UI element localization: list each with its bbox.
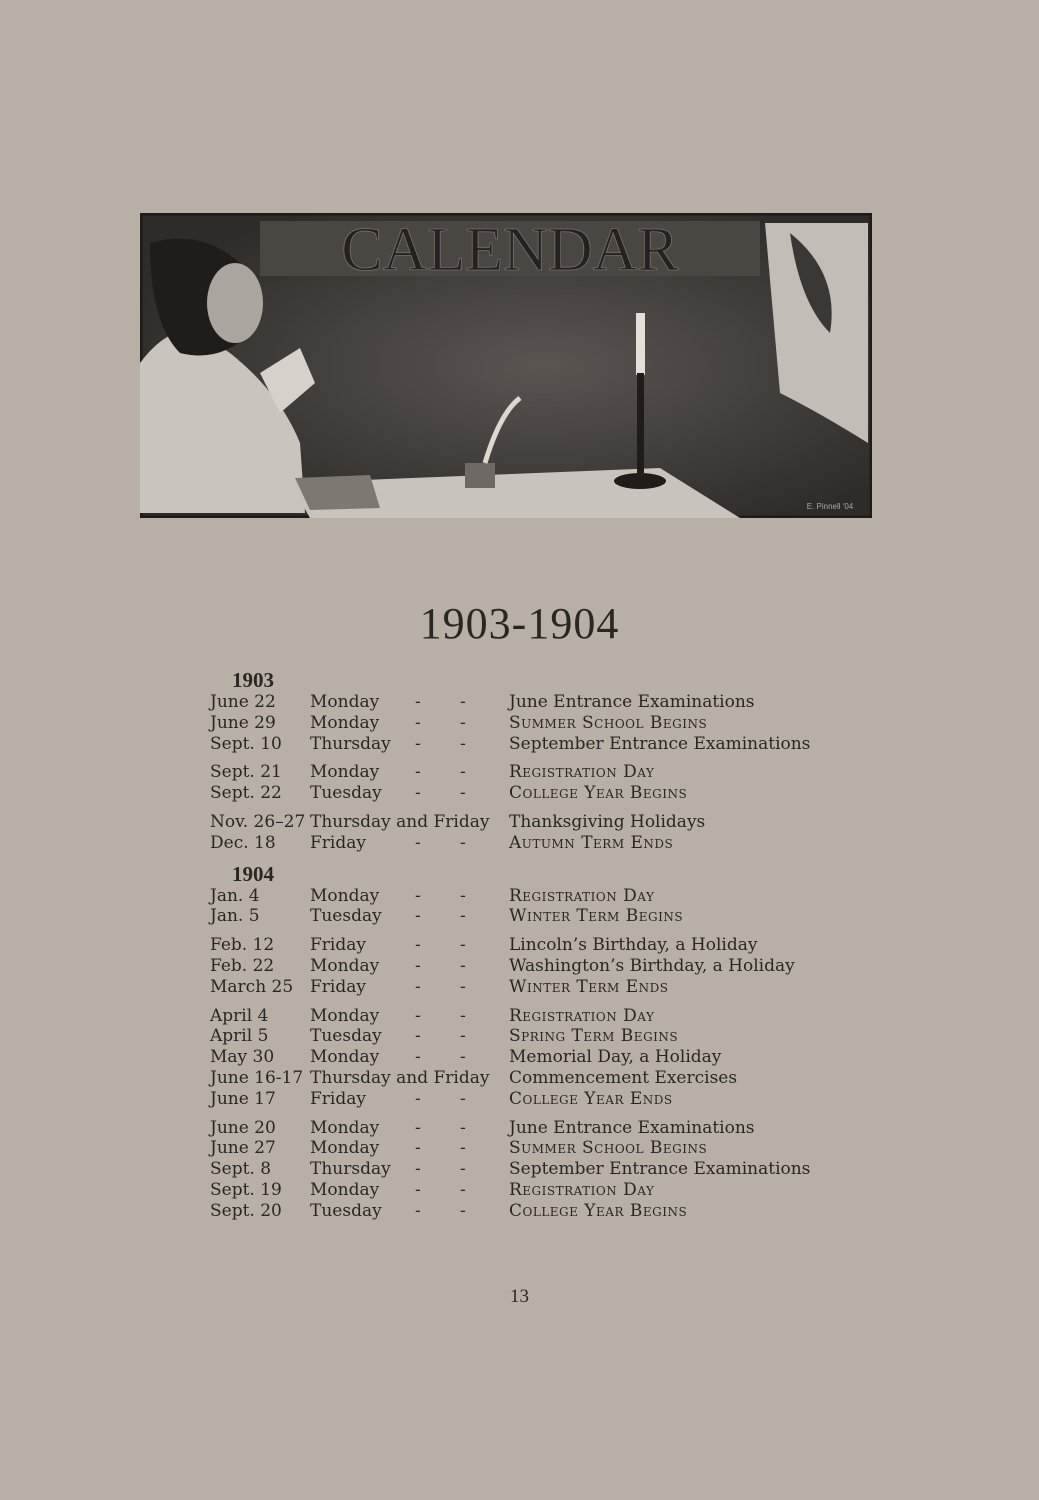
entry-date: Sept. 22 [210,783,282,804]
entry-date: Sept. 10 [210,733,282,754]
calendar-entry [210,1180,830,1201]
entry-event: Summer School Begins [509,1138,708,1159]
entry-date: June 22 [210,692,276,712]
entry-date: June 27 [210,1138,276,1159]
leader-dash: - [460,1117,466,1138]
entry-weekday: Monday [310,1117,380,1138]
leader-dash: - [415,1200,421,1221]
leader-dash: - [460,762,466,783]
entry-group [210,886,830,928]
entry-event: Memorial Day, a Holiday [509,1047,722,1068]
leader-dash: - [415,906,421,927]
calendar-entry [210,1068,830,1089]
leader-dash: - [460,1200,466,1221]
leader-dash: - [415,832,421,853]
leader-dash: - [415,885,421,906]
entry-date: June 20 [210,1117,276,1138]
entry-date: June 16-17 [210,1067,304,1088]
entry-weekday: Monday [310,712,380,733]
candle [636,313,645,375]
entry-event: College Year Begins [509,783,688,804]
entry-date: April 4 [210,1005,269,1026]
entry-weekday: Monday [310,1138,380,1159]
entry-event: Thanksgiving Holidays [509,811,706,832]
year-heading: 1904 [232,861,274,886]
leader-dash: - [460,935,466,956]
calendar-entry [210,886,830,907]
leader-dash: - [415,935,421,956]
leader-dash: - [460,885,466,906]
entry-date: May 30 [210,1047,275,1068]
leader-dash: - [460,712,466,733]
calendar-entry [210,762,830,783]
leader-dash: - [415,1179,421,1200]
entry-date: June 29 [210,712,276,733]
entry-event: Winter Term Begins [509,906,684,927]
entry-group [210,762,830,804]
entry-date: Feb. 12 [210,935,275,956]
leader-dash: - [460,1026,466,1047]
leader-dash: - [415,1117,421,1138]
entry-date: Jan. 4 [210,885,260,906]
leader-dash: - [460,692,466,712]
entry-date: March 25 [210,976,294,997]
entry-date: Sept. 20 [210,1200,282,1221]
entry-date: April 5 [210,1026,269,1047]
entry-event: Registration Day [509,1005,655,1026]
entry-event: Registration Day [509,1179,655,1200]
entry-weekday: Tuesday [310,783,382,804]
leader-dash: - [415,783,421,804]
entry-event: Spring Term Begins [509,1026,679,1047]
entry-weekday: Monday [310,955,380,976]
calendar-entry [210,935,830,956]
entry-date: Feb. 22 [210,955,275,976]
calendar-lettering: CALENDAR [341,216,679,284]
entry-group [210,1006,830,1110]
entry-event: Summer School Begins [509,712,708,733]
leader-dash: - [415,762,421,783]
leader-dash: - [460,1138,466,1159]
calendar-entry [210,1006,830,1027]
entry-weekday: Friday [310,935,366,956]
entry-weekday: Tuesday [310,1026,382,1047]
entry-event: Lincoln’s Birthday, a Holiday [509,935,758,956]
leader-dash: - [460,906,466,927]
entry-weekday: Friday [310,832,366,853]
calendar-entry [210,1201,830,1222]
entry-event: Autumn Term Ends [509,832,674,853]
calendar-entry [210,734,830,755]
entry-date: Nov. 26–27 [210,811,306,832]
calendar-entry [210,1159,830,1180]
entry-event: Registration Day [509,885,655,906]
calendar-entry [210,692,830,713]
entry-group [210,812,830,854]
leader-dash: - [460,1047,466,1068]
leader-dash: - [415,955,421,976]
calendar-entry [210,783,830,804]
entry-event: September Entrance Examinations [509,733,811,754]
calendar-entry [210,812,830,833]
calendar-entry [210,1047,830,1068]
entry-event: College Year Begins [509,1200,688,1221]
calendar-entry [210,833,830,854]
leader-dash: - [460,832,466,853]
page-title: 1903-1904 [419,599,620,648]
leader-dash: - [415,1026,421,1047]
entry-weekday: Friday [310,976,366,997]
entry-weekday: Tuesday [310,906,382,927]
leader-dash: - [415,1005,421,1026]
calendar-entry [210,713,830,734]
entry-event: Commencement Exercises [509,1067,738,1088]
leader-dash: - [415,692,421,712]
calendar-entry [210,1089,830,1110]
leader-dash: - [460,1005,466,1026]
calendar-entry [210,1026,830,1047]
entry-event: Winter Term Ends [509,976,669,997]
leader-dash: - [460,733,466,754]
leader-dash: - [460,1088,466,1109]
entry-weekday: Monday [310,885,380,906]
entry-group [210,935,830,997]
entry-event: Washington’s Birthday, a Holiday [509,955,795,976]
artist-signature: E. Pinnell '04 [806,502,854,511]
entry-weekday: Monday [310,1005,380,1026]
leader-dash: - [460,955,466,976]
entry-weekday: Monday [310,692,380,712]
entry-group [210,1118,830,1222]
entry-date: Dec. 18 [210,832,276,853]
entry-event: June Entrance Examinations [509,1117,755,1138]
entry-event: September Entrance Examinations [509,1159,811,1180]
entry-event: Registration Day [509,762,655,783]
entry-weekday: Thursday [310,733,391,754]
calendar-list [210,668,830,1230]
year-heading: 1903 [232,668,274,692]
leader-dash: - [415,1159,421,1180]
entry-weekday: Tuesday [310,1200,382,1221]
entry-weekday: Thursday and Friday [310,811,490,832]
entry-weekday: Friday [310,1088,366,1109]
calendar-illustration [140,213,872,518]
inkwell [465,463,495,488]
leader-dash: - [415,1047,421,1068]
entry-date: Sept. 19 [210,1179,282,1200]
calendar-entry [210,977,830,998]
entry-weekday: Monday [310,762,380,783]
leader-dash: - [460,783,466,804]
leader-dash: - [415,976,421,997]
entry-date: Sept. 21 [210,762,282,783]
entry-group [210,692,830,754]
entry-weekday: Thursday [310,1159,391,1180]
entry-event: June Entrance Examinations [509,692,755,712]
calendar-entry [210,1138,830,1159]
leader-dash: - [460,1179,466,1200]
entry-date: Jan. 5 [210,906,260,927]
entry-date: June 17 [210,1088,276,1109]
entry-weekday: Monday [310,1179,380,1200]
leader-dash: - [460,1159,466,1180]
entry-weekday: Monday [310,1047,380,1068]
page-number: 13 [510,1286,529,1307]
calendar-entry [210,956,830,977]
leader-dash: - [415,1088,421,1109]
calendar-entry [210,906,830,927]
calendar-entry [210,1118,830,1139]
entry-weekday: Thursday and Friday [310,1067,490,1088]
entry-date: Sept. 8 [210,1159,272,1180]
leader-dash: - [415,712,421,733]
entry-event: College Year Ends [509,1088,673,1109]
leader-dash: - [415,1138,421,1159]
leader-dash: - [415,733,421,754]
leader-dash: - [460,976,466,997]
